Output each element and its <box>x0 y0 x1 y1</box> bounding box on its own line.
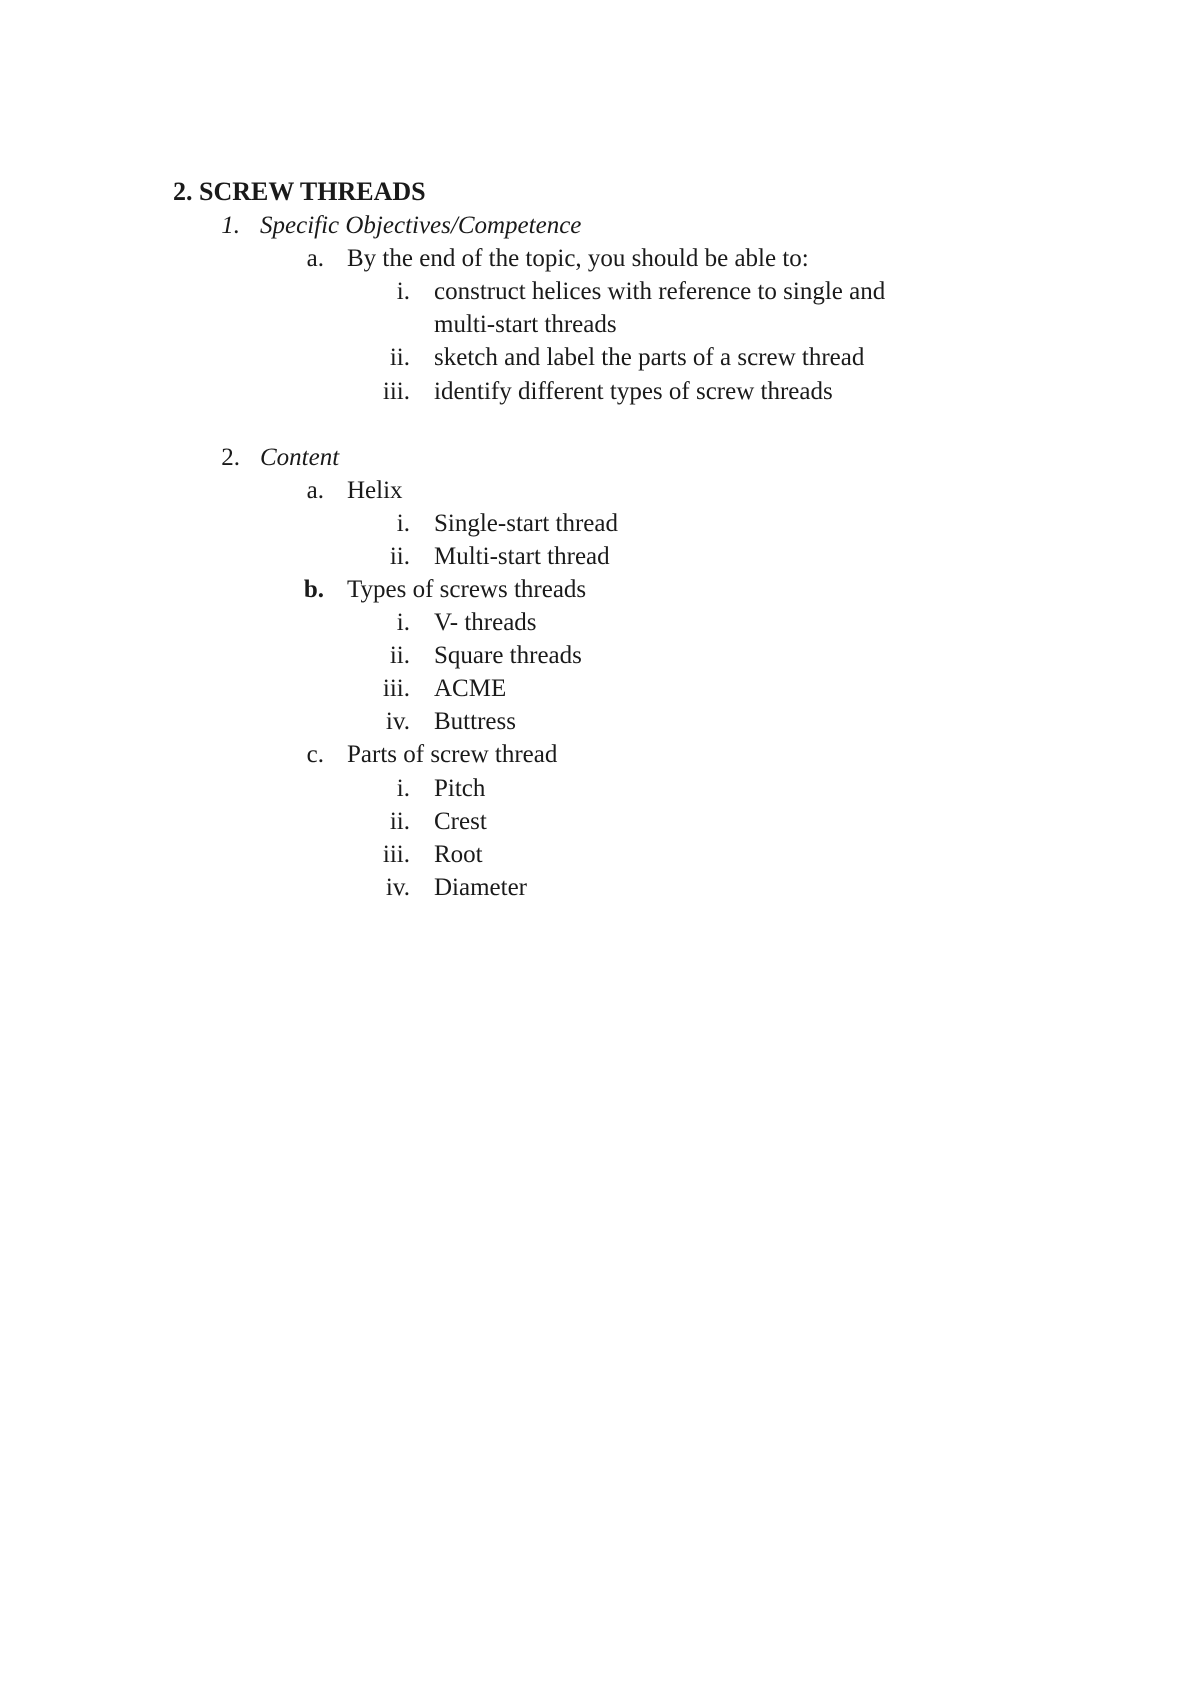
list-item: Root <box>434 841 483 868</box>
list-item: By the end of the topic, you should be able to: <box>347 245 809 272</box>
list-item: Diameter <box>434 874 528 901</box>
subitem-marker: ii. <box>389 344 410 371</box>
item-marker: a. <box>306 245 324 272</box>
list-item-continuation: multi-start threads <box>434 311 617 338</box>
section-marker: 2. <box>221 444 240 471</box>
list-item: Buttress <box>434 708 516 735</box>
subitem-marker: ii. <box>389 808 410 835</box>
list-item: Single-start thread <box>434 510 618 537</box>
subitem-marker: ii. <box>389 642 410 669</box>
section-heading-objectives: Specific Objectives/Competence <box>260 212 582 239</box>
list-item: identify different types of screw threads <box>434 378 833 405</box>
item-marker: a. <box>306 477 324 504</box>
list-item: Helix <box>347 477 403 504</box>
subitem-marker: i. <box>396 775 410 802</box>
list-item: Pitch <box>434 775 486 802</box>
list-item: construct helices with reference to single and <box>434 278 886 305</box>
list-item: Parts of screw thread <box>347 741 558 768</box>
list-item: ACME <box>434 675 507 702</box>
subitem-marker: iv. <box>385 874 410 901</box>
list-item: V- threads <box>434 609 537 636</box>
list-item: Multi-start thread <box>434 543 610 570</box>
list-item: Types of screws threads <box>347 576 587 603</box>
list-item: sketch and label the parts of a screw thread <box>434 344 865 371</box>
item-marker: b. <box>303 576 324 603</box>
subitem-marker: iv. <box>385 708 410 735</box>
subitem-marker: ii. <box>389 543 410 570</box>
section-heading-content: Content <box>260 444 340 471</box>
item-marker: c. <box>306 741 324 768</box>
subitem-marker: i. <box>396 278 410 305</box>
subitem-marker: iii. <box>382 675 410 702</box>
document-title: 2. SCREW THREADS <box>173 177 426 206</box>
list-item: Square threads <box>434 642 582 669</box>
subitem-marker: iii. <box>382 378 410 405</box>
section-marker: 1. <box>221 212 240 239</box>
list-item: Crest <box>434 808 487 835</box>
subitem-marker: i. <box>396 609 410 636</box>
subitem-marker: i. <box>396 510 410 537</box>
subitem-marker: iii. <box>382 841 410 868</box>
